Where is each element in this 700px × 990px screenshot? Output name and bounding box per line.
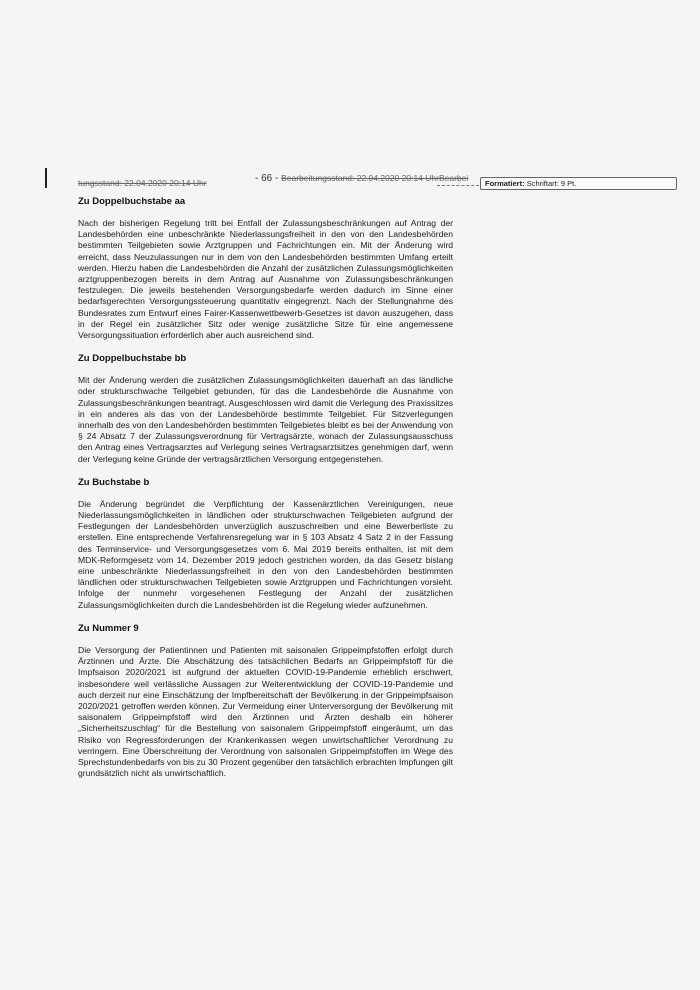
section-heading: Zu Doppelbuchstabe bb xyxy=(78,353,187,365)
header-left xyxy=(78,178,207,188)
document-body xyxy=(78,196,453,791)
comment-connector xyxy=(437,185,479,186)
section-doppelbuchstabe-bb xyxy=(78,353,453,465)
change-bar xyxy=(45,168,47,188)
section-buchstabe-b xyxy=(78,477,453,611)
section-heading: Zu Nummer 9 xyxy=(78,622,139,634)
page-header xyxy=(255,173,468,184)
section-paragraph: Nach der bisherigen Regelung tritt bei Entfall der Zulassungsbeschränkungen auf Antrag der Landesbehörden eine unbeschränkte Niederlassungsfreiheit in den von den Landesbehörden bestimmten Teilgebieten sowie Arztgruppen und Fachrichtungen ein. Mit der Änderung wird erreicht, dass Neuzulassungen nur in dem von den Landesbehörden bestimmten Umfang erteilt werden. Hierzu haben die Landesbehörden die Anzahl der zusätzlichen Zulassungsmöglichkeiten arztgruppenbezogen bereits in dem Antrag auf Ausnahme von Zulassungsbeschränkungen festzulegen. Die jeweils bestehenden Versorgungsbedarfe werden dadurch im Sinne einer bedarfsgerechten Versorgungssteuerung quantitativ eingegrenzt. Nach der Stellungnahme des Bundesrates zum Entwurf eines Fairer-Kassenwettbewerb-Gesetzes ist davon auszugehen, dass in der Regel ein zusätzlicher Sitz oder wenige zusätzliche Sitze für eine angemessene Versorgungssituation erforderlich aber auch ausreichend sind. xyxy=(78,218,453,341)
section-heading: Zu Doppelbuchstabe aa xyxy=(78,196,186,207)
section-paragraph: Mit der Änderung werden die zusätzlichen Zulassungsmöglichkeiten dauerhaft an das ländliche oder strukturschwache Teilgebiet gebunden, für das die Landesbehörde die Ausnahme von Zulassungsbeschränkungen beantragt. Ausgeschlossen wird damit die Verlegung des Praxissitzes in ein anderes als das von der Landesbehörde bestimmte Teilgebiet. Für Sitzverlegungen innerhalb des von den Landesbehörden bestimmten Teilgebietes bleibt es bei der Anwendung von § 24 Absatz 7 der Zulassungsverordnung für Vertragsärzte, wonach der Zulassungsausschuss den Antrag eines Vertragsarztes auf Verlegung seines Vertragsarztsitzes genehmigen darf, wenn der Verlegung keine Gründe der vertragsärztlichen Versorgung entgegenstehen. xyxy=(78,375,453,464)
comment-label: Formatiert: xyxy=(485,179,525,188)
format-comment-balloon[interactable] xyxy=(480,177,677,190)
comment-text: Schriftart: 9 Pt. xyxy=(526,179,577,188)
section-heading: Zu Buchstabe b xyxy=(78,476,150,488)
header-middle-struck: Bearbeitungsstand: 22.04.2020 20:14 UhrBearbei xyxy=(281,173,469,183)
section-paragraph: Die Versorgung der Patientinnen und Patienten mit saisonalen Grippeimpfstoffen erfolgt durch Ärztinnen und Ärzte. Die Abschätzung des tatsächlichen Bedarfs an Grippeimpfstoff für die Impfsaison 2020/2021 ist aufgrund der aktuellen COVID-19-Pandemie erheblich erschwert, insbesondere weil verlässliche Aussagen zur Weiterentwicklung der COVID-19-Pandemie und auch derzeit nur eine Einschätzung der Impfbereitschaft der Bevölkerung in der Grippeimpfsaison 2020/2021 getroffen werden können. Zur Vermeidung einer Unterversorgung der Bevölkerung mit saisonalem Grippeimpfstoff wird den Ärztinnen und Ärzten deshalb ein höherer „Sicherheitszuschlag“ für die Bestellung von saisonalem Grippeimpfstoff eingeräumt, um das Risiko von Regressforderungen der Krankenkassen wegen unwirtschaftlicher Verordnung zu verringern. Eine Überschreitung der Verordnung von saisonalen Grippeimpfstoffen im Wege des Sprechstundenbedarfs von bis zu 30 Prozent gegenüber den tatsächlich erbrachten Impfungen gilt grundsätzlich nicht als unwirtschaftlich. xyxy=(78,644,453,779)
section-paragraph: Die Änderung begründet die Verpflichtung der Kassenärztlichen Vereinigungen, neue Niederlassungsmöglichkeiten in ländlichen oder strukturschwachen Teilgebieten aufgrund der Festlegungen der Landesbehörden unverzüglich auszuschreiben und eine Bewerberliste zu erstellen. Eine entsprechende Verfahrensregelung war in § 103 Absatz 4 Satz 2 in der Fassung des Terminservice- und Versorgungsgesetzes vom 6. Mai 2019 bereits enthalten, ist mit dem MDK-Reformgesetz vom 14. Dezember 2019 jedoch gestrichen worden, da das Gesetz bislang eine unbeschränkte Niederlassungsfreiheit in den von den Landesbehörden bestimmten ländlichen oder strukturschwachen Teilgebieten sowie Arztgruppen und Fachrichtungen vorsieht. Infolge der nunmehr vorgesehenen Festlegung der Anzahl der zusätzlichen Zulassungsmöglichkeiten durch die Landesbehörden ist die Regelung wieder aufzunehmen. xyxy=(78,498,453,610)
section-doppelbuchstabe-aa xyxy=(78,196,453,341)
header-left-struck: tungsstand: 22.04.2020 20:14 Uhr xyxy=(78,178,207,188)
page-number: - 66 - xyxy=(255,173,279,184)
section-nummer-9 xyxy=(78,623,453,779)
